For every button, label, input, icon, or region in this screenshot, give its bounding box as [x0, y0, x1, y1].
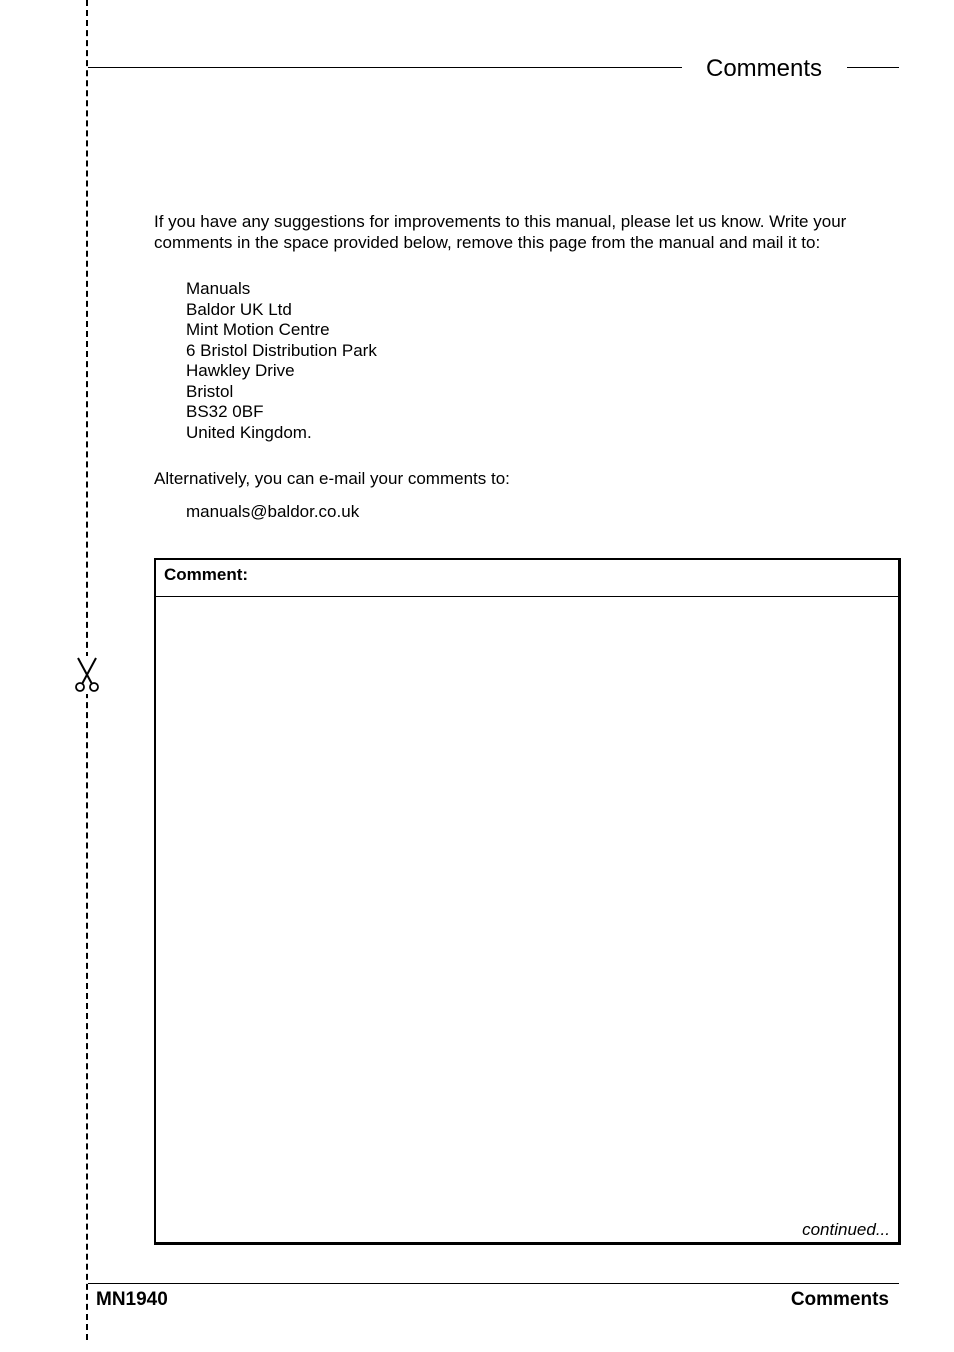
address-line: Bristol — [186, 381, 234, 401]
mailing-address — [186, 279, 377, 443]
footer-rule — [88, 1283, 899, 1284]
address-line: Baldor UK Ltd — [186, 299, 292, 319]
comment-box — [154, 558, 901, 1245]
address-line: BS32 0BF — [186, 402, 264, 421]
address-line: Hawkley Drive — [186, 361, 295, 380]
scissors-icon — [72, 656, 102, 694]
address-line: United Kingdom. — [186, 422, 312, 442]
header-rule-left — [88, 67, 682, 68]
footer-doc-number: MN1940 — [96, 1289, 168, 1310]
address-line: Mint Motion Centre — [186, 320, 330, 339]
header-rule-right — [847, 67, 899, 68]
page-title: Comments — [706, 55, 823, 82]
comment-header — [156, 560, 898, 597]
address-line: 6 Bristol Distribution Park — [186, 340, 377, 360]
intro-paragraph: If you have any suggestions for improvements to this manual, please let us know. Write your comments in the space provided below, remove this page from the manual and mail it to: — [154, 212, 847, 252]
continued-note: continued... — [802, 1220, 890, 1239]
email-address: manuals@baldor.co.uk — [186, 502, 360, 521]
alternative-text: Alternatively, you can e-mail your comments to: — [154, 469, 510, 488]
comment-area[interactable] — [156, 597, 898, 1242]
address-line: Manuals — [186, 279, 251, 298]
footer-section-title: Comments — [790, 1289, 889, 1310]
comment-label: Comment: — [164, 565, 249, 584]
